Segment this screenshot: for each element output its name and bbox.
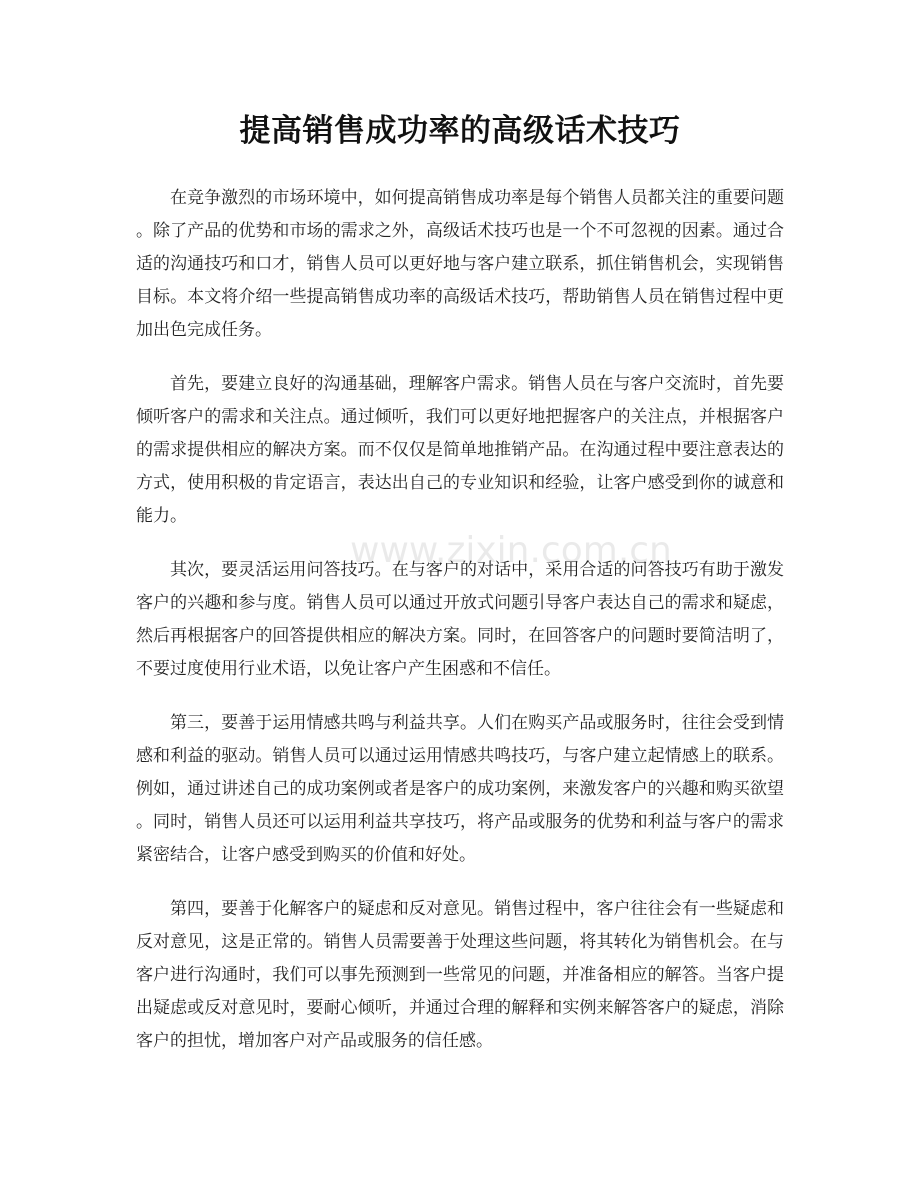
- paragraph-third: 第三，要善于运用情感共鸣与利益共享。人们在购买产品或服务时，往往会受到情感和利益的驱动。销售人员可以通过运用情感共鸣技巧，与客户建立起情感上的联系。例如，通过讲述自己的成功案例或者是客户的成功案例，来激发客户的兴趣和购买欲望。同时，销售人员还可以运用利益共享技巧，将产品或服务的优势和利益与客户的需求紧密结合，让客户感受到购买的价值和好处。: [136, 713, 784, 865]
- paragraph-first: 首先，要建立良好的沟通基础，理解客户需求。销售人员在与客户交流时，首先要倾听客户的需求和关注点。通过倾听，我们可以更好地把握客户的关注点，并根据客户的需求提供相应的解决方案。而不仅仅是简单地推销产品。在沟通过程中要注意表达的方式，使用积极的肯定语言，表达出自己的专业知识和经验，让客户感受到你的诚意和能力。: [136, 374, 784, 526]
- svg-text:www.zixin.com.cn: www.zixin.com.cn: [350, 530, 672, 571]
- paragraph-second: 其次，要灵活运用问答技巧。在与客户的对话中，采用合适的问答技巧有助于激发客户的兴趣和参与度。销售人员可以通过开放式问题引导客户表达自己的需求和疑虑，然后再根据客户的回答提供相应的解决方案。同时，在回答客户的问题时要简洁明了，不要过度使用行业术语，以免让客户产生困惑和不信任。: [136, 560, 784, 679]
- document-body: [136, 182, 784, 1079]
- document-title: 提高销售成功率的高级话术技巧: [239, 113, 681, 149]
- paragraph-fourth: 第四，要善于化解客户的疑虑和反对意见。销售过程中，客户往往会有一些疑虑和反对意见，这是正常的。销售人员需要善于处理这些问题，将其转化为销售机会。在与客户进行沟通时，我们可以事先预测到一些常见的问题，并准备相应的解答。当客户提出疑虑或反对意见时，要耐心倾听，并通过合理的解释和实例来解答客户的疑虑，消除客户的担忧，增加客户对产品或服务的信任感。: [136, 899, 784, 1051]
- paragraph-intro: 在竞争激烈的市场环境中，如何提高销售成功率是每个销售人员都关注的重要问题。除了产品的优势和市场的需求之外，高级话术技巧也是一个不可忽视的因素。通过合适的沟通技巧和口才，销售人员可以更好地与客户建立联系，抓住销售机会，实现销售目标。本文将介绍一些提高销售成功率的高级话术技巧，帮助销售人员在销售过程中更加出色完成任务。: [136, 188, 784, 340]
